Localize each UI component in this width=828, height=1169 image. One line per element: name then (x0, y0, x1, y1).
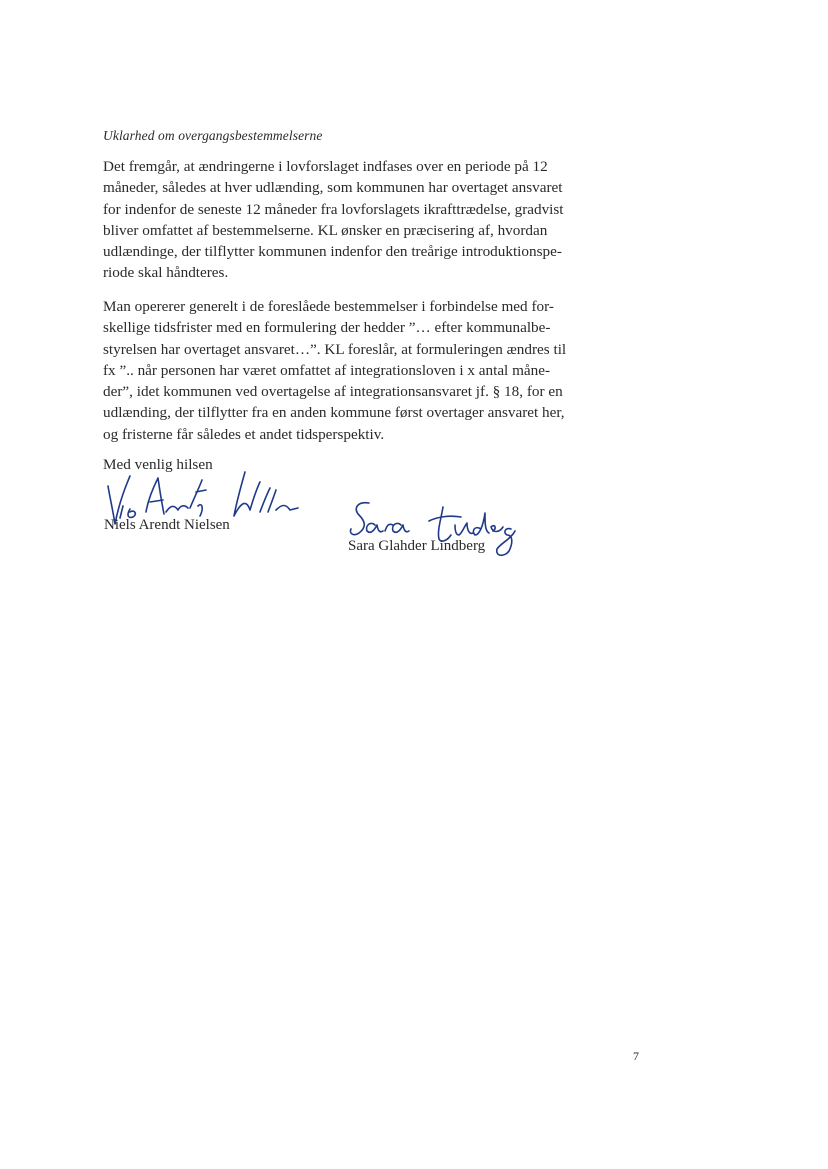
section-heading: Uklarhed om overgangsbestemmelserne (103, 128, 323, 143)
signer-name: Niels Arendt Nielsen (104, 517, 230, 533)
text-line: måneder, således at hver udlænding, som kommunen har overtaget ansvaret (103, 179, 563, 197)
text-line: udlændinge, der tilflytter kommunen indenfor den treårige introduktionspe- (103, 243, 562, 261)
signer-name: Sara Glahder Lindberg (348, 538, 486, 554)
text-line: skellige tidsfrister med en formulering der hedder ”… efter kommunalbe- (103, 319, 551, 337)
text-line: fx ”.. når personen har været omfattet af integrationsloven i x antal måne- (103, 361, 551, 379)
text-line: der”, idet kommunen ved overtagelse af integrationsansvaret jf. § 18, for en (103, 383, 563, 401)
text-line: for indenfor de seneste 12 måneder fra lovforslagets ikrafttrædelse, gradvist (103, 200, 564, 218)
paragraph-transition-rules (103, 156, 613, 284)
text-line: udlænding, der tilflytter fra en anden kommune først overtager ansvaret her, (103, 404, 565, 422)
text-line: og fristerne får således et andet tidsperspektiv. (103, 425, 385, 443)
text-line: Man opererer generelt i de foreslåede bestemmelser i forbindelse med for- (103, 298, 554, 315)
text-line: bliver omfattet af bestemmelserne. KL ønsker en præcisering af, hvordan (103, 221, 548, 239)
text-line: Det fremgår, at ændringerne i lovforslaget indfases over en periode på 12 (103, 158, 548, 175)
text-line: styrelsen har overtaget ansvaret…”. KL foreslår, at formuleringen ændres til (103, 340, 567, 358)
paragraph-deadlines (103, 296, 613, 445)
page-number: 7 (633, 1049, 639, 1063)
closing-greeting: Med venlig hilsen (103, 456, 213, 473)
text-line: riode skal håndteres. (103, 264, 229, 282)
